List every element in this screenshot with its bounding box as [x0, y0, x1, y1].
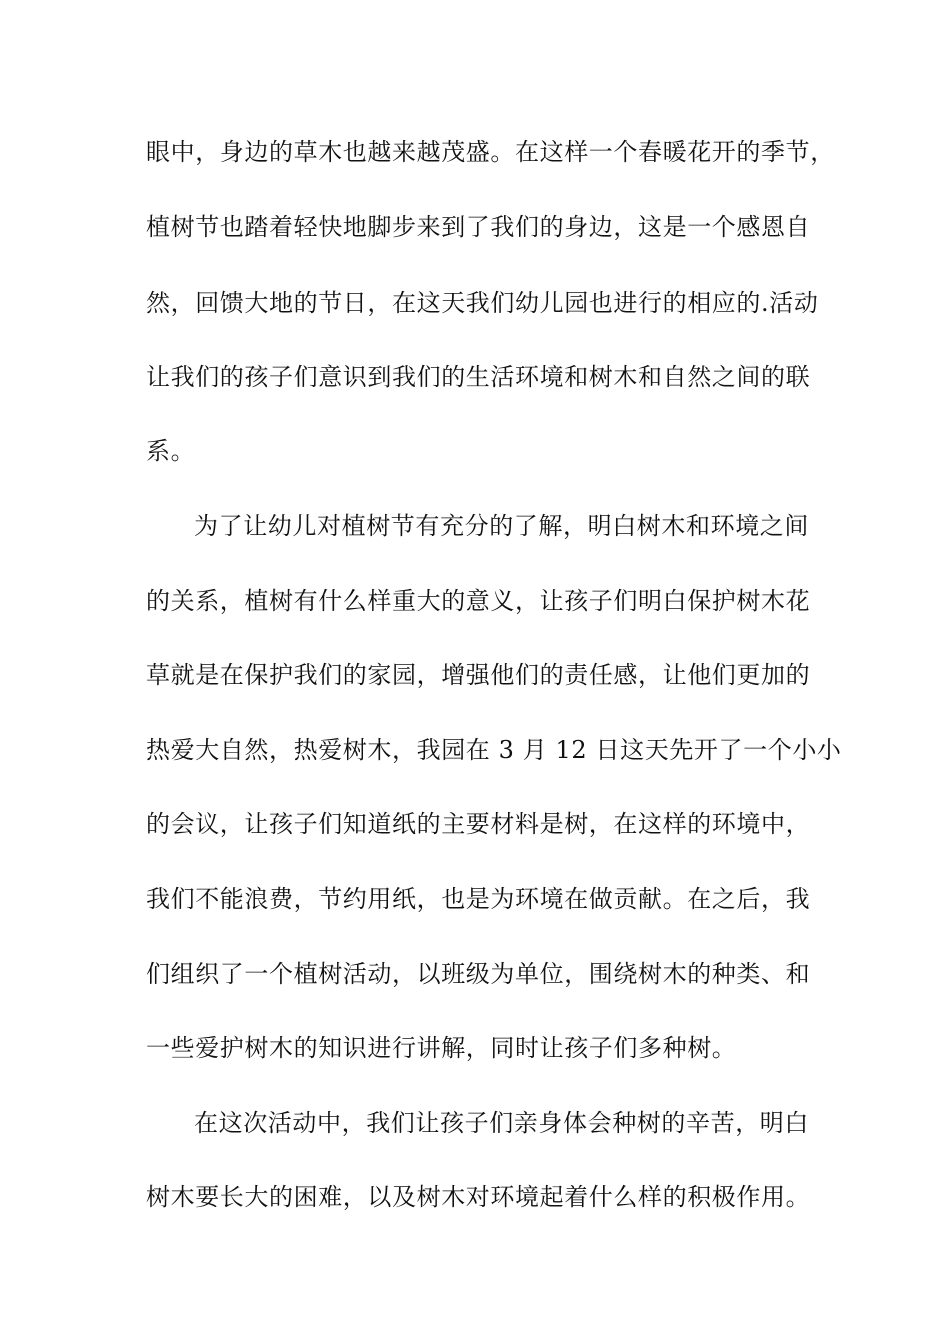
text-line: 眼中，身边的草木也越来越茂盛。在这样一个春暖花开的季节， [146, 138, 835, 166]
text-line: 的会议，让孩子们知道纸的主要材料是树，在这样的环境中， [146, 810, 811, 838]
text-line: 草就是在保护我们的家园，增强他们的责任感，让他们更加的 [146, 661, 811, 689]
paragraph-first-line: 为了让幼儿对植树节有充分的了解，明白树木和环境之间 [194, 512, 809, 540]
text-line: 的关系，植树有什么样重大的意义，让孩子们明白保护树木花 [146, 587, 811, 615]
text-line: 我们不能浪费，节约用纸，也是为环境在做贡献。在之后，我 [146, 885, 811, 913]
text-line: 然，回馈大地的节日，在这天我们幼儿园也进行的相应的.活动 [146, 289, 819, 317]
text-line: 让我们的孩子们意识到我们的生活环境和树木和自然之间的联 [146, 363, 811, 391]
text-line: 系。 [146, 437, 196, 465]
text-line: 树木要长大的困难，以及树木对环境起着什么样的积极作用。 [146, 1183, 811, 1211]
text-line: 植树节也踏着轻快地脚步来到了我们的身边，这是一个感恩自 [146, 213, 811, 241]
text-line: 热爱大自然，热爱树木，我园在 3 月 12 日这天先开了一个小小 [146, 736, 842, 764]
paragraph-first-line: 在这次活动中，我们让孩子们亲身体会种树的辛苦，明白 [194, 1109, 809, 1137]
text-line: 们组织了一个植树活动，以班级为单位，围绕树木的种类、和 [146, 960, 811, 988]
text-line: 一些爱护树木的知识进行讲解，同时让孩子们多种树。 [146, 1034, 737, 1062]
